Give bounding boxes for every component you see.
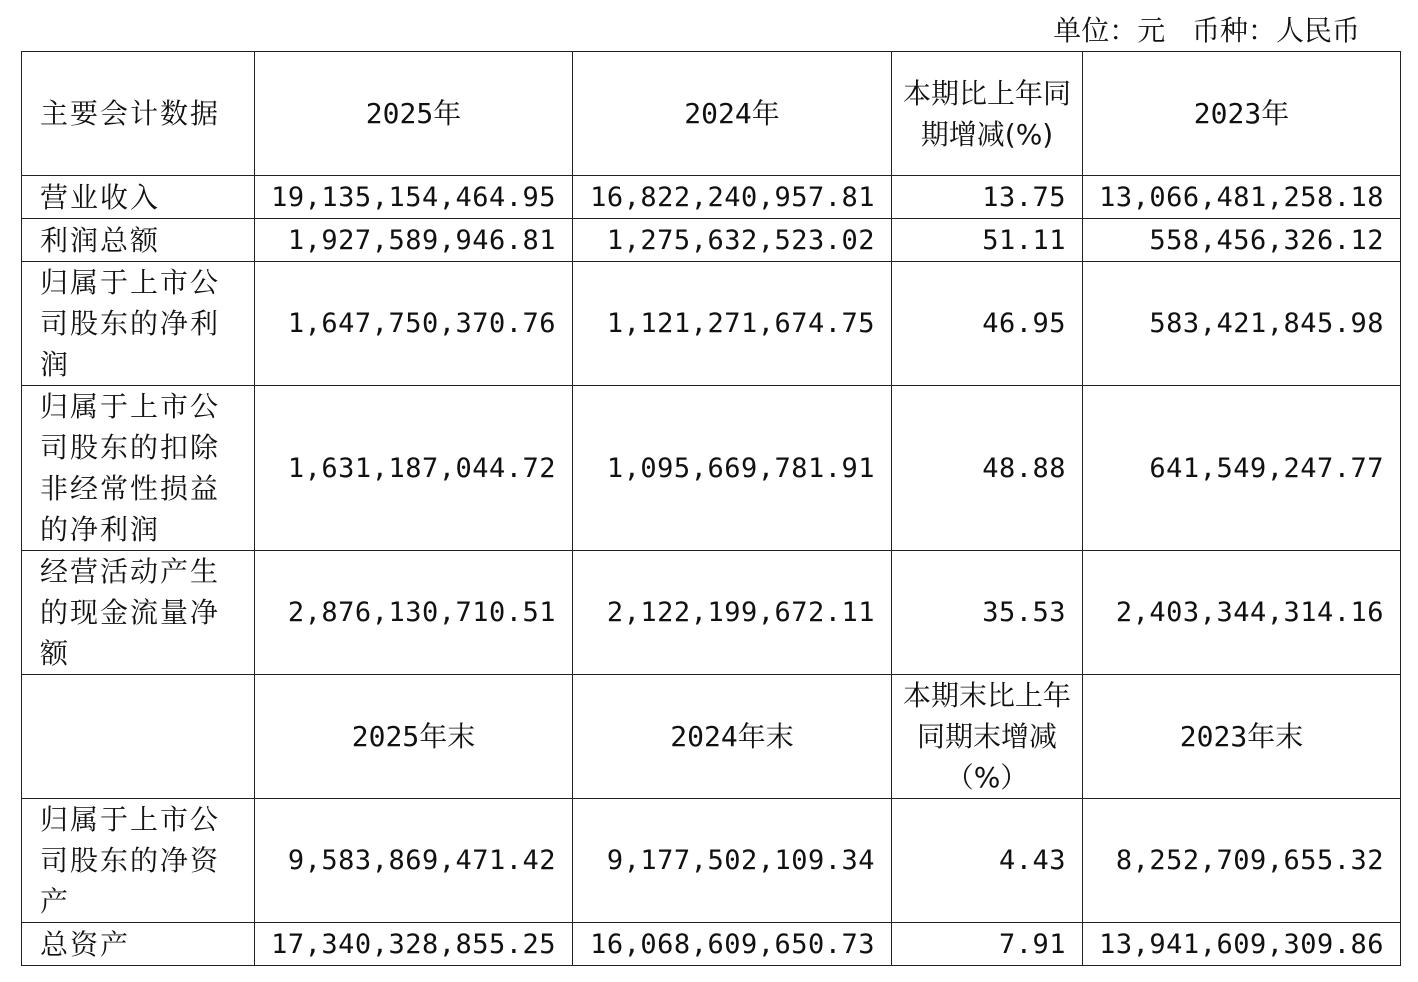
- header-yoy-change: 本期比上年同期增减(%): [892, 52, 1083, 176]
- value-2025: 17,340,328,855.25: [255, 923, 573, 966]
- row-label: 经营活动产生的现金流量净额: [22, 551, 255, 675]
- value-2025: 1,631,187,044.72: [255, 386, 573, 551]
- value-2025: 19,135,154,464.95: [255, 176, 573, 219]
- row-label: 营业收入: [22, 176, 255, 219]
- table-row: [22, 923, 1401, 966]
- value-change: 48.88: [892, 386, 1083, 551]
- value-change: 7.91: [892, 923, 1083, 966]
- row-label: 归属于上市公司股东的扣除非经常性损益的净利润: [22, 386, 255, 551]
- value-2025: 1,927,589,946.81: [255, 219, 573, 262]
- header-row-year-end: [22, 675, 1401, 799]
- header-year-2024: 2024年: [573, 52, 892, 176]
- unit-currency-note: 单位：元 币种：人民币: [1053, 14, 1360, 47]
- value-2024: 16,822,240,957.81: [573, 176, 892, 219]
- value-change: 13.75: [892, 176, 1083, 219]
- value-change: 35.53: [892, 551, 1083, 675]
- header-year-2025: 2025年: [255, 52, 573, 176]
- table-row: [22, 219, 1401, 262]
- value-change: 51.11: [892, 219, 1083, 262]
- value-2024: 1,121,271,674.75: [573, 262, 892, 386]
- row-label: 归属于上市公司股东的净资产: [22, 799, 255, 923]
- header-label-cell: 主要会计数据: [22, 52, 255, 176]
- header-year-end-2023: 2023年末: [1083, 675, 1401, 799]
- header-row-annual: [22, 52, 1401, 176]
- header-label-cell-empty: [22, 675, 255, 799]
- value-2024: 16,068,609,650.73: [573, 923, 892, 966]
- value-2024: 2,122,199,672.11: [573, 551, 892, 675]
- header-year-end-2025: 2025年末: [255, 675, 573, 799]
- header-year-end-change: 本期末比上年同期末增减（%）: [892, 675, 1083, 799]
- value-2023: 641,549,247.77: [1083, 386, 1401, 551]
- header-year-2023: 2023年: [1083, 52, 1401, 176]
- value-2023: 13,066,481,258.18: [1083, 176, 1401, 219]
- value-2024: 1,095,669,781.91: [573, 386, 892, 551]
- value-2025: 9,583,869,471.42: [255, 799, 573, 923]
- value-2025: 1,647,750,370.76: [255, 262, 573, 386]
- value-2023: 558,456,326.12: [1083, 219, 1401, 262]
- table-row: [22, 551, 1401, 675]
- value-change: 46.95: [892, 262, 1083, 386]
- row-label: 总资产: [22, 923, 255, 966]
- table-row: [22, 176, 1401, 219]
- value-2023: 13,941,609,309.86: [1083, 923, 1401, 966]
- value-2023: 8,252,709,655.32: [1083, 799, 1401, 923]
- value-2024: 1,275,632,523.02: [573, 219, 892, 262]
- table-row: [22, 799, 1401, 923]
- value-change: 4.43: [892, 799, 1083, 923]
- value-2024: 9,177,502,109.34: [573, 799, 892, 923]
- row-label: 利润总额: [22, 219, 255, 262]
- key-accounting-data-table: [21, 51, 1401, 966]
- value-2023: 583,421,845.98: [1083, 262, 1401, 386]
- value-2025: 2,876,130,710.51: [255, 551, 573, 675]
- row-label: 归属于上市公司股东的净利润: [22, 262, 255, 386]
- table-row: [22, 262, 1401, 386]
- header-year-end-2024: 2024年末: [573, 675, 892, 799]
- value-2023: 2,403,344,314.16: [1083, 551, 1401, 675]
- table-row: [22, 386, 1401, 551]
